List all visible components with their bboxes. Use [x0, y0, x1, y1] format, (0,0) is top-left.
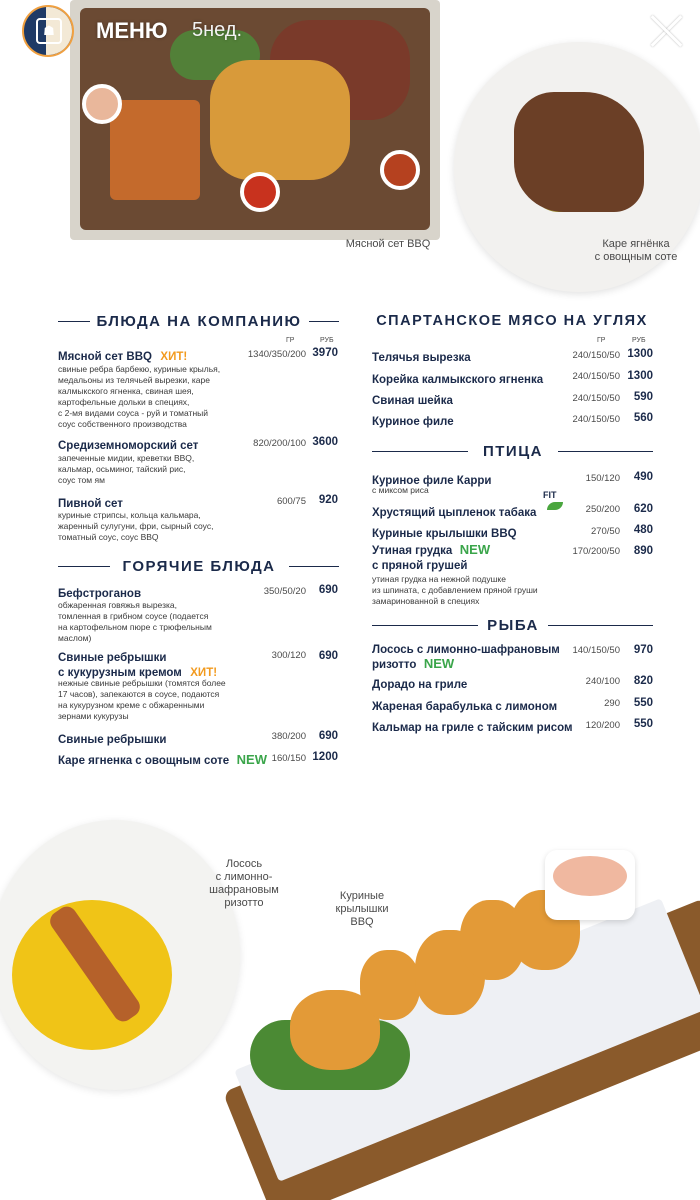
- hit-badge: ХИТ!: [190, 667, 218, 679]
- item-price: 590: [633, 391, 653, 403]
- menu-item[interactable]: [372, 524, 517, 542]
- dip-bowl: [545, 850, 635, 920]
- lamb-rack: [514, 92, 644, 212]
- item-price: 690: [318, 584, 338, 596]
- fit-badge: FIT: [543, 490, 557, 500]
- divider: [548, 625, 653, 626]
- desc-line: из шпината, с добавлением пряной груши: [372, 585, 538, 595]
- divider: [289, 566, 339, 567]
- wings-caption-line: Куриные крылышки: [335, 890, 389, 915]
- lamb-caption-line: с овощным соте: [594, 251, 678, 263]
- sauce-bowl: [240, 172, 280, 212]
- divider: [372, 451, 468, 452]
- item-name: Куриные крылышки BBQ: [372, 528, 517, 540]
- desc-line: томатный соус, соус BBQ: [58, 532, 159, 542]
- risotto-caption-line: ризотто: [224, 897, 264, 909]
- desc-line: нежные свиные ребрышки (томятся более: [58, 678, 226, 688]
- item-weight: 270/50: [590, 526, 620, 537]
- wings-caption-line: BBQ: [350, 916, 374, 928]
- desc-line: с миксом риса: [372, 485, 429, 495]
- item-weight: 240/150/50: [572, 414, 620, 425]
- item-weight: 170/200/50: [572, 546, 620, 557]
- desc-line: медальоны из телячьей вырезки, каре: [58, 375, 210, 385]
- desc-line: на картофельном пюре с трюфельным: [58, 622, 212, 632]
- desc-line: картофельные дольки в специях,: [58, 397, 190, 407]
- sauce-bowl: [380, 150, 420, 190]
- item-weight: 290: [604, 698, 620, 709]
- desc-line: соус собственного производства: [58, 419, 187, 429]
- item-price: 820: [633, 675, 653, 687]
- new-badge: NEW: [423, 656, 455, 671]
- wings-caption: [312, 890, 412, 929]
- lamb-caption-line: Каре ягнёнка: [602, 238, 670, 250]
- item-weight: 140/150/50: [572, 645, 620, 656]
- item-weight: 120/200: [585, 720, 620, 731]
- menu-item[interactable]: [372, 542, 490, 574]
- menu-item[interactable]: [372, 412, 454, 430]
- item-weight: 350/50/20: [263, 586, 306, 597]
- desc-line: 17 часов), запекаются в соусе, подаются: [58, 689, 220, 699]
- divider: [309, 321, 339, 322]
- section-title-company: БЛЮДА НА КОМПАНИЮ: [96, 313, 302, 330]
- item-weight: 240/150/50: [572, 371, 620, 382]
- item-name: Хрустящий цыпленок табака: [372, 507, 537, 519]
- item-name: Средиземноморский сет: [58, 440, 199, 452]
- item-name-line2: с кукурузным кремом: [58, 667, 182, 679]
- item-price: 3970: [312, 347, 338, 359]
- item-name: Лосось с лимонно-шафрановым: [372, 644, 560, 656]
- item-price: 690: [318, 730, 338, 742]
- item-price: 1200: [312, 751, 338, 763]
- item-description: [58, 510, 258, 543]
- story-title[interactable]: МЕНЮ: [96, 18, 168, 43]
- ribs: [110, 100, 200, 200]
- menu-item[interactable]: [372, 675, 467, 693]
- item-weight: 240/100: [585, 676, 620, 687]
- item-price: 550: [633, 718, 653, 730]
- story-time: 5нед.: [192, 19, 243, 41]
- item-description: [58, 364, 258, 430]
- item-name: Жареная барабулька с лимоном: [372, 701, 558, 713]
- section-title-spartan: СПАРТАНСКОЕ МЯСО НА УГЛЯХ: [376, 313, 648, 329]
- item-price: 1300: [627, 370, 653, 382]
- desc-line: калмыкского ягненка, свиная шея,: [58, 386, 194, 396]
- item-weight: 300/120: [271, 650, 306, 661]
- desc-line: соус том ям: [58, 475, 105, 485]
- item-description: [58, 453, 258, 486]
- item-price: 480: [633, 524, 653, 536]
- chicken-wing: [360, 950, 420, 1020]
- item-name: Куриное филе: [372, 416, 454, 428]
- restaurant-logo-icon[interactable]: [22, 5, 74, 57]
- desc-line: утиная грудка на нежной подушке: [372, 574, 506, 584]
- section-title-hot: ГОРЯЧИЕ БЛЮДА: [122, 558, 276, 575]
- item-price: 560: [633, 412, 653, 424]
- unit-gr: ГР: [286, 337, 295, 344]
- menu-item[interactable]: [372, 503, 536, 521]
- menu-item[interactable]: [58, 751, 267, 769]
- item-name-line2: с пряной грушей: [372, 560, 468, 572]
- item-description: [372, 485, 572, 496]
- hit-badge: ХИТ!: [160, 351, 188, 363]
- item-name-line2: ризотто: [372, 659, 417, 671]
- item-name: Телячья вырезка: [372, 352, 471, 364]
- item-name: Свиные ребрышки: [58, 652, 167, 664]
- item-weight: 380/200: [271, 731, 306, 742]
- sauce-bowl: [82, 84, 122, 124]
- desc-line: замаринованной в специях: [372, 596, 480, 606]
- item-name: Пивной сет: [58, 498, 123, 510]
- close-icon[interactable]: [646, 10, 688, 52]
- item-description: [58, 600, 268, 644]
- new-badge: NEW: [236, 752, 267, 767]
- item-name: Бефстроганов: [58, 588, 142, 600]
- item-price: 690: [318, 650, 338, 662]
- chicken-wings-photo: [190, 840, 700, 1200]
- unit-rub: РУБ: [320, 337, 334, 344]
- desc-line: кальмар, осьминог, тайский рис,: [58, 464, 186, 474]
- item-price: 1300: [627, 348, 653, 360]
- unit-rub: РУБ: [632, 337, 646, 344]
- item-price: 550: [633, 697, 653, 709]
- desc-line: куриные стрипсы, кольца кальмара,: [58, 510, 201, 520]
- item-price: 3600: [312, 436, 338, 448]
- item-weight: 1340/350/200: [247, 349, 306, 360]
- section-title-bird: ПТИЦА: [482, 443, 543, 460]
- item-price: 890: [633, 545, 653, 557]
- desc-line: обжаренная говяжья вырезка,: [58, 600, 177, 610]
- menu-item[interactable]: [58, 347, 187, 365]
- platter-caption: Мясной сет BBQ: [345, 238, 431, 250]
- risotto-caption-line: с лимонно-шафрановым: [209, 871, 279, 896]
- item-name: Мясной сет BBQ: [58, 351, 152, 363]
- lamb-caption: [590, 238, 682, 264]
- divider: [372, 625, 478, 626]
- item-price: 920: [318, 494, 338, 506]
- item-price: 620: [633, 503, 653, 515]
- new-badge: NEW: [459, 542, 491, 557]
- section-title-fish: РЫБА: [487, 617, 539, 634]
- menu-item[interactable]: [58, 651, 217, 680]
- item-weight: 150/120: [585, 473, 620, 484]
- menu-item[interactable]: [58, 436, 198, 454]
- item-description: [372, 574, 592, 607]
- divider: [58, 321, 90, 322]
- item-name: Куриное филе Карри: [372, 475, 492, 487]
- potato-wedges: [210, 60, 350, 180]
- divider: [558, 451, 653, 452]
- risotto-caption-line: Лосось: [225, 858, 263, 870]
- menu-item[interactable]: [372, 643, 560, 672]
- menu-item[interactable]: [58, 730, 166, 748]
- logo-mark: ☗: [36, 18, 62, 44]
- desc-line: запеченные мидии, креветки BBQ,: [58, 453, 195, 463]
- item-weight: 160/150: [271, 753, 306, 764]
- unit-gr: ГР: [597, 337, 606, 344]
- item-name: Свиная шейка: [372, 395, 453, 407]
- menu-item[interactable]: [372, 348, 471, 366]
- item-name: Корейка калмыкского ягненка: [372, 374, 544, 386]
- item-weight: 240/150/50: [572, 393, 620, 404]
- item-description: [58, 678, 268, 722]
- desc-line: томленная в грибном соусе (подается: [58, 611, 209, 621]
- desc-line: маслом): [58, 633, 92, 643]
- item-name: Каре ягненка с овощным соте: [58, 755, 230, 767]
- story-header: [0, 0, 700, 70]
- menu-item[interactable]: [372, 718, 573, 736]
- desc-line: свиные ребра барбекю, куриные крылья,: [58, 364, 221, 374]
- item-weight: 600/75: [276, 496, 306, 507]
- item-weight: 250/200: [585, 504, 620, 515]
- item-weight: 820/200/100: [253, 438, 306, 449]
- desc-line: зернами кукурузы: [58, 711, 129, 721]
- desc-line: жаренный сулугуни, фри, сырный соус,: [58, 521, 214, 531]
- desc-line: на кукурузном креме с обжаренными: [58, 700, 205, 710]
- divider: [58, 566, 110, 567]
- item-name: Утиная грудка: [372, 545, 453, 557]
- item-name: Кальмар на гриле с тайским рисом: [372, 722, 573, 734]
- item-price: 970: [633, 644, 653, 656]
- menu-item[interactable]: [372, 697, 557, 715]
- menu-item[interactable]: [372, 370, 543, 388]
- item-name: Свиные ребрышки: [58, 734, 167, 746]
- item-weight: 240/150/50: [572, 350, 620, 361]
- menu-item[interactable]: [372, 391, 453, 409]
- item-price: 490: [633, 471, 653, 483]
- item-name: Дорадо на гриле: [372, 679, 468, 691]
- dip-sauce: [553, 856, 627, 896]
- desc-line: с 2-мя видами соуса - руй и томатный: [58, 408, 208, 418]
